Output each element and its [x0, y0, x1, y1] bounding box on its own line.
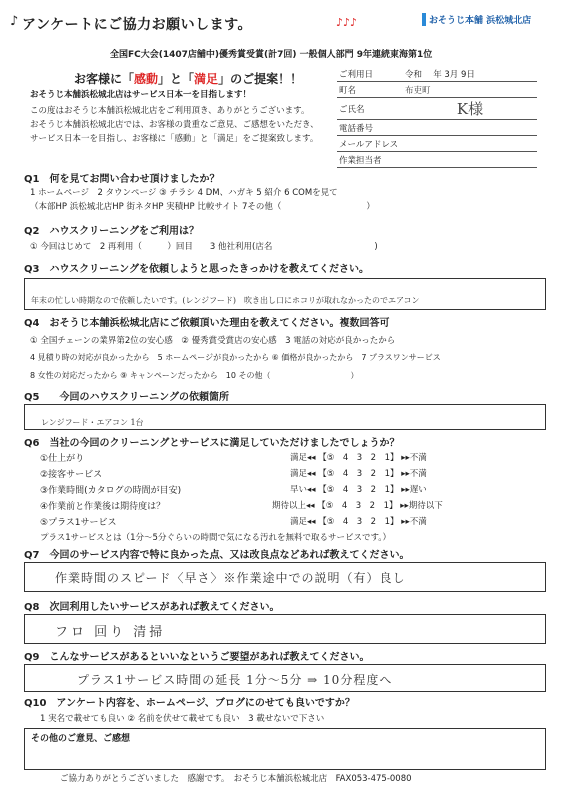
phone-value[interactable]: [403, 120, 537, 136]
q6-row-scale[interactable]: [290, 451, 427, 463]
q3-answer-box[interactable]: [24, 278, 546, 310]
q2-title: Q2 ハウスクリーニングをご利用は？: [24, 226, 199, 237]
scale-left: 満足◂◂: [290, 453, 316, 463]
music-note-icon: ♪: [10, 14, 19, 29]
scale-right: ▸▸不満: [401, 469, 427, 479]
scale-left: 満足◂◂: [290, 469, 316, 479]
scale-values: 【⑤ 4 3 2 1】: [318, 469, 399, 479]
q10-other-label: その他のご意見、ご感想: [31, 734, 131, 744]
scale-right: ▸▸不満: [401, 517, 427, 527]
q6-row-label: ②接客サービス: [40, 470, 103, 480]
q4-options-2: 4 見積り時の対応が良かったから 5 ホームページが良かったから ⑥ 価格が良かったから 7 プラスワンサービス: [30, 353, 441, 362]
heading-text: 」と「: [158, 72, 195, 86]
music-notes-icon: ♪♪♪: [336, 16, 358, 29]
town-value[interactable]: 布吏町: [403, 82, 537, 98]
q4-title: Q4 おそうじ本舗浜松城北店にご依頼頂いた理由を教えてください。複数回答可: [24, 318, 390, 329]
info-table: [337, 66, 537, 168]
q1-options-web: （本部HP 浜松城北店HP 街ネタHP 実積HP 比較サイト 7その他（ ）: [30, 202, 375, 212]
q6-note: プラス1サービスとは（1分～5分ぐらいの時間で気になる汚れを無料で取るサービスです。）: [40, 533, 392, 543]
q6-row-scale[interactable]: [272, 499, 443, 511]
name-value[interactable]: K様: [403, 98, 537, 120]
q6-title: Q6 当社の今回のクリーニングとサービスに満足していただけましたでしょうか？: [24, 438, 400, 449]
award-line: 全国FC大会(1407店舗中)優秀賞受賞(計7回) 一般個人部門 9年連続東海第1位: [110, 50, 433, 60]
q6-row-label: ⑤プラス1サービス: [40, 518, 117, 528]
intro-line: この度はおそうじ本舗浜松城北店をご利用頂き、ありがとうございます。: [30, 106, 310, 116]
heading-manzoku: 満足: [194, 72, 219, 86]
q1-title: Q1 何を見てお問い合わせ頂けましたか？: [24, 174, 220, 185]
q8-answer: フロ 回り 清掃: [55, 625, 166, 640]
q6-row-label: ①仕上がり: [40, 454, 85, 464]
phone-label: 電話番号: [337, 120, 403, 136]
mail-value[interactable]: [403, 136, 537, 152]
heading-text: 」のご提案！！: [218, 72, 303, 86]
date-label: ご利用日: [337, 66, 403, 82]
q5-title: Q5 今回のハウスクリーニングの依頼箇所: [24, 392, 229, 403]
q6-row-label: ③作業時間(カタログの時間が目安): [40, 486, 182, 496]
q9-answer-box[interactable]: [24, 664, 546, 692]
q3-title: Q3 ハウスクリーニングを依頼しようと思ったきっかけを教えてください。: [24, 264, 369, 275]
intro-line: サービス日本一を目指し、お客様に「感動」と「満足」をご提案致します。: [30, 134, 319, 144]
q7-answer: 作業時間のスピード〈早さ〉※作業途中での説明（有）良し: [55, 571, 406, 585]
heading-kando: 感動: [134, 72, 159, 86]
q2-options: ① 今回はじめて 2 再利用（ ）回目 3 他社利用(店名 ): [30, 242, 378, 252]
q8-title: Q8 次回利用したいサービスがあれば教えてください。: [24, 602, 280, 613]
q1-options: 1 ホームページ 2 タウンページ ③ チラシ 4 DM、ハガキ 5 紹介 6 COMを見て: [30, 188, 338, 198]
q4-options-1: ① 全国チェーンの業界第2位の安心感 ② 優秀賞受賞店の安心感 3 電話の対応が良かったから: [30, 336, 396, 346]
q6-row-label: ④作業前と作業後は期待度は？: [40, 502, 166, 512]
shop-logo: おそうじ本舗 浜松城北店: [422, 13, 531, 26]
scale-values: 【⑤ 4 3 2 1】: [318, 485, 399, 495]
mail-label: メールアドレス: [337, 136, 403, 152]
q6-row-scale[interactable]: [290, 467, 427, 479]
scale-right: ▸▸期待以下: [400, 501, 443, 511]
scale-values: 【⑤ 4 3 2 1】: [317, 501, 398, 511]
scale-right: ▸▸不満: [401, 453, 427, 463]
scale-left: 早い◂◂: [290, 485, 316, 495]
q4-options-3: 8 女性の対応だったから ⑨ キャンペーンだったから 10 その他（ ）: [30, 371, 359, 380]
q7-answer-box[interactable]: [24, 562, 546, 592]
staff-value[interactable]: [403, 152, 537, 168]
scale-left: 期待以上◂◂: [272, 501, 315, 511]
date-value[interactable]: 令和 年 3月 9日: [403, 66, 537, 82]
scale-left: 満足◂◂: [290, 517, 316, 527]
q9-answer: プラス1サービス時間の延長 1分～5分 ⇒ 10分程度へ: [77, 673, 393, 687]
scale-values: 【⑤ 4 3 2 1】: [318, 453, 399, 463]
footer-thanks: ご協力ありがとうございました 感謝です。 おそうじ本舗浜松城北店 FAX053-475-0080: [60, 774, 412, 784]
scale-values: 【⑤ 4 3 2 1】: [318, 517, 399, 527]
q9-title: Q9 こんなサービスがあるといいなというご要望があれば教えてください。: [24, 652, 370, 663]
q8-answer-box[interactable]: [24, 614, 546, 644]
slogan: おそうじ本舗浜松城北店はサービス日本一を目指します！: [30, 90, 252, 100]
town-label: 町名: [337, 82, 403, 98]
q5-answer-box[interactable]: [24, 404, 546, 430]
q5-answer: レンジフード・エアコン 1台: [41, 418, 144, 427]
name-label: ご氏名: [337, 98, 403, 120]
q10-other-box[interactable]: [24, 728, 546, 770]
staff-label: 作業担当者: [337, 152, 403, 168]
heading-text: お客様に「: [74, 72, 135, 86]
q6-row-scale[interactable]: [290, 515, 427, 527]
q6-row-scale[interactable]: [290, 483, 427, 495]
scale-right: ▸▸遅い: [401, 485, 427, 495]
intro-line: おそうじ本舗浜松城北店では、お客様の貴重なご意見、ご感想をいただき、: [30, 120, 319, 130]
heading: [74, 70, 302, 87]
form-title: アンケートにご協力お願いします。: [22, 17, 253, 33]
q3-answer: 年末の忙しい時期なので依頼したいです。(レンジフード) 吹き出し口にホコリが取れなかったのでエアコン: [31, 296, 420, 305]
q10-options: 1 実名で載せても良い ② 名前を伏せて載せても良い 3 載せないで下さい: [40, 714, 325, 724]
q10-title: Q10 アンケート内容を、ホームページ、ブログにのせても良いですか？: [24, 698, 355, 709]
q7-title: Q7 今回のサービス内容で特に良かった点、又は改良点などあれば教えてください。: [24, 550, 410, 561]
